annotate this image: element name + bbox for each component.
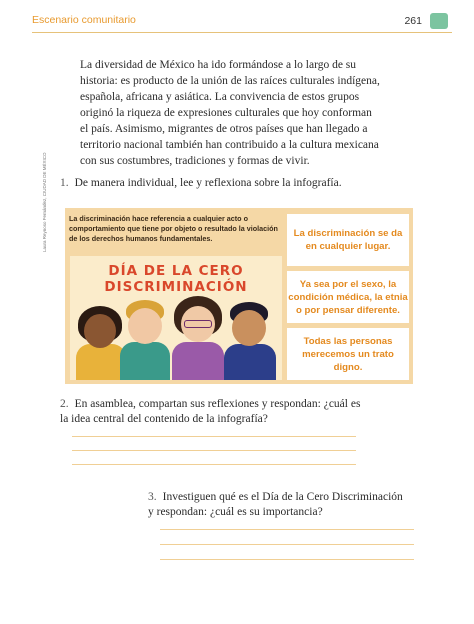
fact-box-3: Todas las personas merecemos un trato digno. <box>287 328 409 380</box>
answer-line[interactable] <box>160 559 414 560</box>
answer-line[interactable] <box>72 436 356 437</box>
question-number: 2. <box>60 398 69 410</box>
child-figure-4 <box>220 296 280 380</box>
discrimination-definition: La discriminación hace referencia a cualquier acto o comportamiento que tiene por objeto o resultado la violación de los derechos humanos fundamentales. <box>69 214 278 243</box>
infographic <box>65 208 413 384</box>
question-3 <box>148 490 408 520</box>
child-figure-2 <box>118 292 172 380</box>
illustration-credit: Laura Reynoso Fernández, CIUDAD DE MÉXICO <box>42 152 47 252</box>
illustration-title-line-2: DISCRIMINACIÓN <box>104 279 248 295</box>
children-illustration <box>70 256 282 380</box>
page-number: 261 <box>404 15 422 27</box>
section-title: Escenario comunitario <box>32 14 136 26</box>
question-1 <box>60 176 342 191</box>
header-rule <box>32 32 452 33</box>
question-text: De manera individual, lee y reflexiona sobre la infografía. <box>74 177 342 189</box>
answer-line[interactable] <box>160 529 414 530</box>
question-2 <box>60 397 370 427</box>
answer-line[interactable] <box>72 450 356 451</box>
child-figure-3 <box>170 290 226 380</box>
illustration-title-line-1: DÍA DE LA CERO <box>108 263 244 279</box>
question-number: 1. <box>60 177 69 189</box>
intro-paragraph: La diversidad de México ha ido formándose a lo largo de su historia: es producto de la unión de las raíces culturales indígena, española, africana y asiática. La convivencia de estos grupos originó la riqueza de expresiones culturales que hoy conforman el país. Asimismo, migrantes de otros países que han llegado a territorio nacional también han contribuido a la cultura mexicana con sus costumbres, tradiciones y formas de vivir. <box>80 59 380 167</box>
question-text: Investiguen qué es el Día de la Cero Discriminación y respondan: ¿cuál es su importancia? <box>148 491 403 518</box>
answer-line[interactable] <box>160 544 414 545</box>
fact-box-2: Ya sea por el sexo, la condición médica, la etnia o por pensar diferente. <box>287 271 409 323</box>
page-header <box>32 14 452 32</box>
page-badge-icon <box>430 13 448 29</box>
question-text: En asamblea, compartan sus reflexiones y respondan: ¿cuál es la idea central del contenido de la infografía? <box>60 398 361 425</box>
fact-box-1: La discriminación se da en cualquier lugar. <box>287 214 409 266</box>
answer-line[interactable] <box>72 464 356 465</box>
question-number: 3. <box>148 491 157 503</box>
